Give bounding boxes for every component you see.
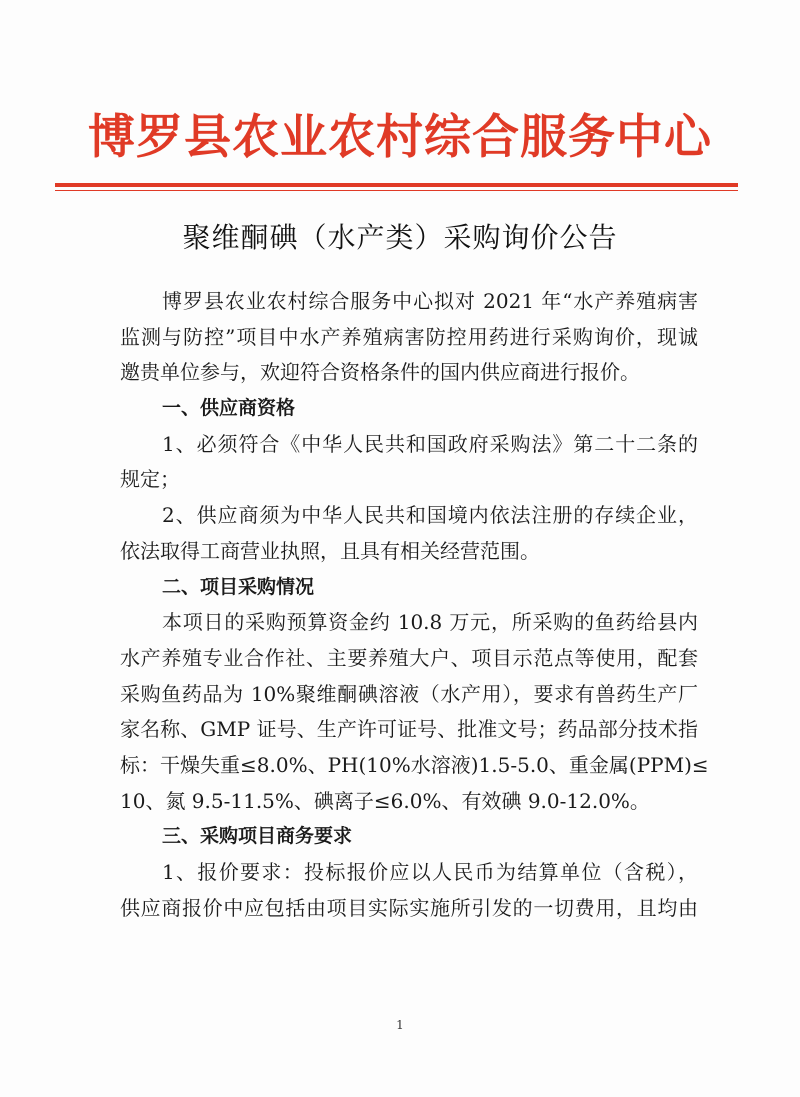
page-number: 1: [396, 1018, 404, 1032]
section-heading-business-requirements: 三、采购项目商务要求: [162, 825, 353, 848]
letterhead-rule-thin: [55, 190, 738, 191]
business-item-1-line: 1、报价要求：投标报价应以人民币为结算单位（含税），: [162, 860, 698, 884]
procurement-line: 家名称、GMP 证号、生产许可证号、批准文号；药品部分技术指: [120, 717, 698, 742]
qualification-item-1-line: 规定；: [120, 467, 180, 492]
letterhead-title: 博罗县农业农村综合服务中心: [88, 110, 712, 165]
procurement-line: 水产养殖专业合作社、主要养殖大户、项目示范点等使用，配套: [120, 645, 698, 670]
intro-line: 博罗县农业农村综合服务中心拟对 2021 年“水产养殖病害: [162, 289, 698, 313]
qualification-item-2-line: 依法取得工商营业执照，且具有相关经营范围。: [120, 538, 540, 563]
document-title: 聚维酮碘（水产类）采购询价公告: [182, 221, 618, 254]
letterhead-rule-thick: [55, 183, 738, 187]
procurement-line: 采购鱼药品为 10%聚维酮碘溶液（水产用），要求有兽药生产厂: [120, 681, 698, 706]
procurement-line: 10、氮 9.5-11.5%、碘离子≤6.0%、有效碘 9.0-12.0%。: [120, 788, 650, 813]
procurement-line: 标：干燥失重≤8.0%、PH(10%水溶液)1.5-5.0、重金属(PPM)≤: [120, 752, 709, 777]
procurement-line: 本项日的采购预算资金约 10.8 万元，所采购的鱼药给县内: [162, 610, 698, 635]
intro-line: 监测与防控”项目中水产养殖病害防控用药进行采购询价，现诚: [120, 324, 698, 349]
business-item-1-line: 供应商报价中应包括由项目实际实施所引发的一切费用，且均由: [120, 895, 698, 920]
document-body: [120, 284, 709, 926]
section-heading-supplier-qualification: 一、供应商资格: [162, 397, 296, 420]
section-heading-procurement: 二、项目采购情况: [162, 575, 315, 598]
qualification-item-2-line: 2、供应商须为中华人民共和国境内依法注册的存续企业，: [162, 503, 698, 528]
intro-line: 邀贵单位参与，欢迎符合资格条件的国内供应商进行报价。: [120, 360, 640, 385]
qualification-item-1-line: 1、必须符合《中华人民共和国政府采购法》第二十二条的: [162, 431, 698, 456]
